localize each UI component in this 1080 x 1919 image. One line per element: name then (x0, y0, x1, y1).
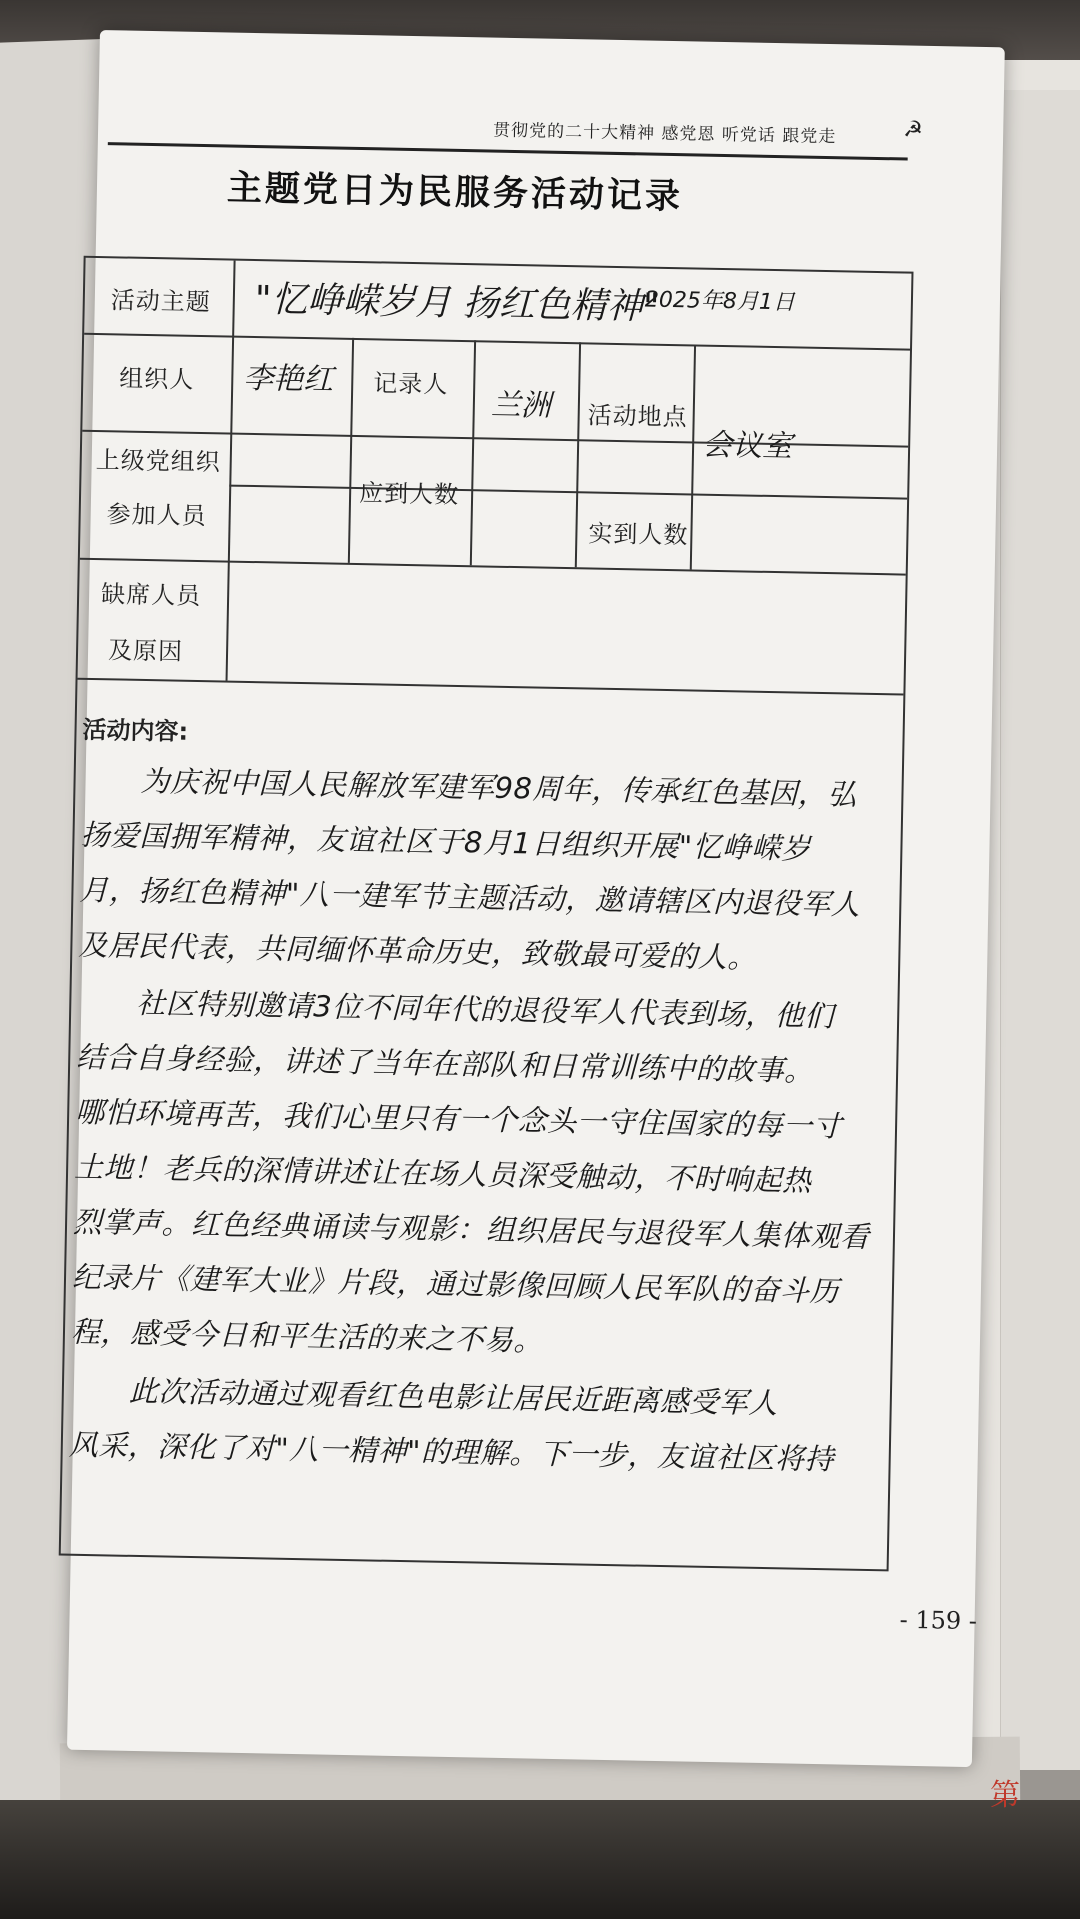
topic-label: 活动主题 (110, 286, 212, 317)
column-divider (690, 344, 696, 569)
record-page (67, 30, 1005, 1767)
content-line: 纪录片《建军大业》片段，通过影像回顾人民军队的奋斗历 (71, 1259, 840, 1309)
header-slogan: 贯彻党的二十大精神 感党恩 听党话 跟党走 (492, 120, 837, 148)
organizer-label: 组织人 (119, 364, 195, 394)
content-line: 程，感受今日和平生活的来之不易。 (70, 1314, 544, 1358)
content-line: 此次活动通过观看红色电影让居民近距离感受军人 (69, 1372, 779, 1421)
location-label: 活动地点 (587, 401, 688, 432)
next-page-red-character: 第 (990, 1778, 1020, 1813)
record-date: 2025年8月1日 (644, 287, 796, 316)
content-line: 扬爱国拥军精神，友谊社区于8月1日组织开展"忆峥嵘岁 (80, 817, 811, 866)
content-line: 土地！老兵的深情讲述让在场人员深受触动，不时响起热 (73, 1149, 812, 1198)
column-divider (226, 261, 236, 681)
absent-label-line2: 及原因 (107, 636, 184, 666)
content-line: 及居民代表，共同缅怀革命历史，致敬最可爱的人。 (78, 927, 758, 975)
expected-count-label: 应到人数 (358, 479, 460, 509)
actual-count-label: 实到人数 (588, 519, 689, 550)
content-line: 为庆祝中国人民解放军建军98周年，传承红色基因，弘 (81, 762, 858, 812)
column-divider (348, 338, 354, 563)
content-label: 活动内容: (82, 715, 189, 746)
content-line: 社区特别邀请3位不同年代的退役军人代表到场，他们 (77, 984, 834, 1034)
row-divider (229, 485, 907, 500)
desk-background-bottom (0, 1800, 1080, 1919)
topic-value: "忆峥嵘岁月 扬红色精神" (254, 279, 660, 328)
content-line: 风采，深化了对"八一精神"的理解。下一步，友谊社区将持 (68, 1427, 835, 1477)
record-form-table (59, 256, 914, 1572)
absent-label-line1: 缺席人员 (100, 580, 202, 611)
page-number: - 159 - (899, 1605, 978, 1636)
recorder-label: 记录人 (372, 369, 449, 399)
content-line: 烈掌声。红色经典诵读与观影：组织居民与退役军人集体观看 (72, 1204, 870, 1254)
content-line: 哪怕环境再苦，我们心里只有一个念头一守住国家的每一寸 (74, 1094, 843, 1144)
row-divider (80, 558, 906, 576)
content-line: 结合自身经验，讲述了当年在部队和日常训练中的故事。 (75, 1039, 814, 1088)
column-divider (575, 342, 581, 567)
content-line: 月，扬红色精神"八一建军节主题活动，邀请辖区内退役军人 (79, 872, 861, 922)
row-divider (84, 333, 910, 351)
row-divider (78, 678, 904, 696)
page-title: 主题党日为民服务活动记录 (226, 167, 684, 218)
recorder-value: 兰洲 (490, 387, 552, 424)
organizer-value: 李艳红 (243, 360, 334, 398)
party-emblem-icon: ☭ (902, 117, 924, 143)
location-value: 会议室 (701, 427, 793, 465)
underlying-page-right-edge (1000, 90, 1080, 1770)
column-divider (470, 340, 476, 565)
superior-label-line1: 上级党组织 (95, 446, 221, 477)
superior-label-line2: 参加人员 (106, 500, 207, 531)
